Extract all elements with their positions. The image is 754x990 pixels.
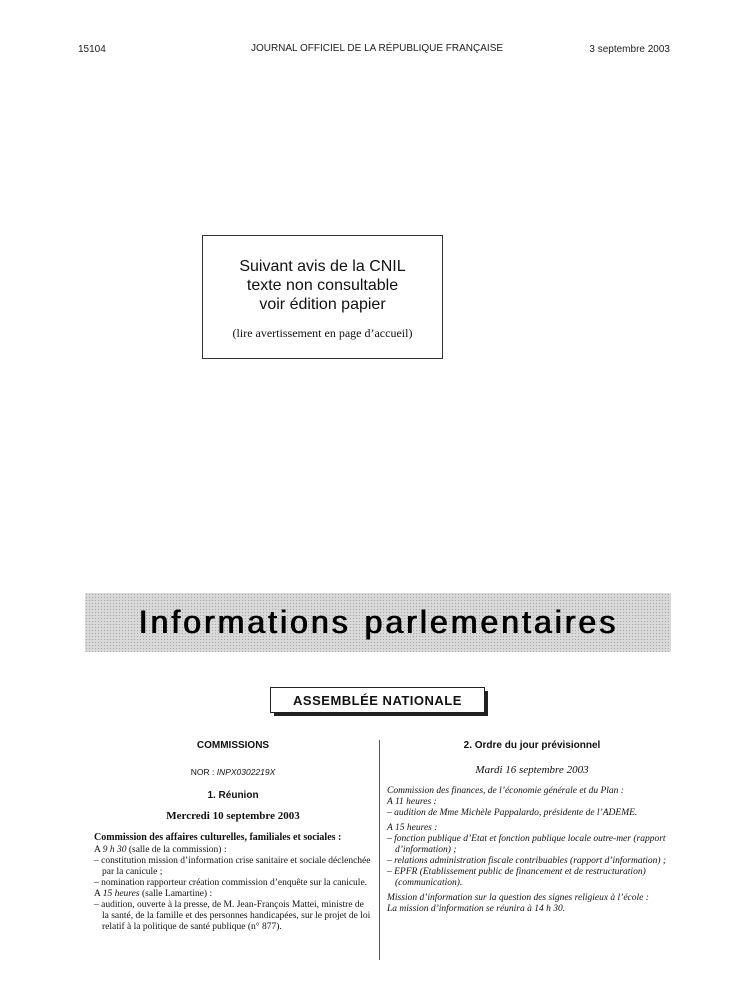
agenda-item: – fonction publique d’Etat et fonction publique locale outre-mer (rapport d’information) ;: [387, 834, 666, 855]
agenda-item: – relations administration fiscale contribuables (rapport d’information) ;: [387, 856, 667, 866]
agenda-item: – audition, ouverte à la presse, de M. Jean-François Mattei, ministre de la santé, de la famille et des personnes handicapées, sur le projet de loi relatif à la politique de santé publique (n° 877).: [94, 900, 371, 932]
column-divider: [379, 740, 380, 960]
assemblee-title: ASSEMBLÉE NATIONALE: [293, 692, 462, 708]
commission-name: Commission des affaires culturelles, familiales et sociales :: [94, 832, 342, 843]
commission-name: Commission des finances, de l’économie générale et du Plan :: [387, 786, 624, 796]
nor-label: NOR :: [190, 767, 215, 777]
time-slot: A 15 heures :: [387, 823, 438, 833]
time-prefix: A: [94, 845, 101, 855]
cnil-notice-box: [202, 235, 443, 359]
agenda-item: – nomination rapporteur création commission d’enquête sur la canicule.: [94, 878, 368, 888]
agenda-item: – constitution mission d’information crise sanitaire et sociale déclenchée par la canicule ;: [94, 856, 371, 877]
meeting-date: Mercredi 10 septembre 2003: [166, 810, 300, 822]
page-number: 15104: [78, 44, 106, 55]
assemblee-box: [270, 687, 485, 713]
journal-title: JOURNAL OFFICIEL DE LA RÉPUBLIQUE FRANÇAISE: [250, 43, 504, 54]
time-slot-1: [94, 845, 372, 856]
agenda-date: Mardi 16 septembre 2003: [475, 764, 589, 776]
time-slot-2: [94, 889, 372, 900]
issue-date: 3 septembre 2003: [589, 44, 670, 55]
nor-reference: [94, 767, 372, 778]
time-place: (salle Lamartine) :: [141, 889, 213, 899]
time-value: 15 heures: [102, 889, 140, 899]
cnil-line-3: voir édition papier: [259, 296, 386, 313]
time-value: 9 h 30: [102, 845, 127, 855]
time-prefix: A: [94, 889, 101, 899]
banner-title: Informations parlementaires: [138, 604, 618, 640]
time-slot: A 11 heures :: [387, 797, 437, 807]
mission-title: Mission d’information sur la question des signes religieux à l’école :: [387, 893, 649, 903]
cnil-note: (lire avertissement en page d’accueil): [232, 326, 413, 340]
left-column: [94, 740, 372, 933]
section-ordre-du-jour: 2. Ordre du jour prévisionnel: [463, 740, 601, 751]
section-reunion: 1. Réunion: [207, 790, 259, 801]
agenda-item: – audition de Mme Michèle Pappalardo, présidente de l’ADEME.: [387, 808, 638, 818]
agenda-item: – EPFR (Etablissement public de financement et de restructuration) (communication).: [387, 867, 646, 888]
commissions-heading: COMMISSIONS: [196, 740, 270, 751]
right-column: [387, 740, 677, 915]
cnil-line-1: Suivant avis de la CNIL: [239, 258, 406, 275]
section-banner: [85, 593, 671, 652]
time-place: (salle de la commission) :: [128, 845, 227, 855]
mission-time: La mission d’information se réunira à 14 h 30.: [387, 904, 566, 914]
nor-value: INPX0302219X: [216, 767, 276, 777]
cnil-line-2: texte non consultable: [246, 277, 399, 294]
